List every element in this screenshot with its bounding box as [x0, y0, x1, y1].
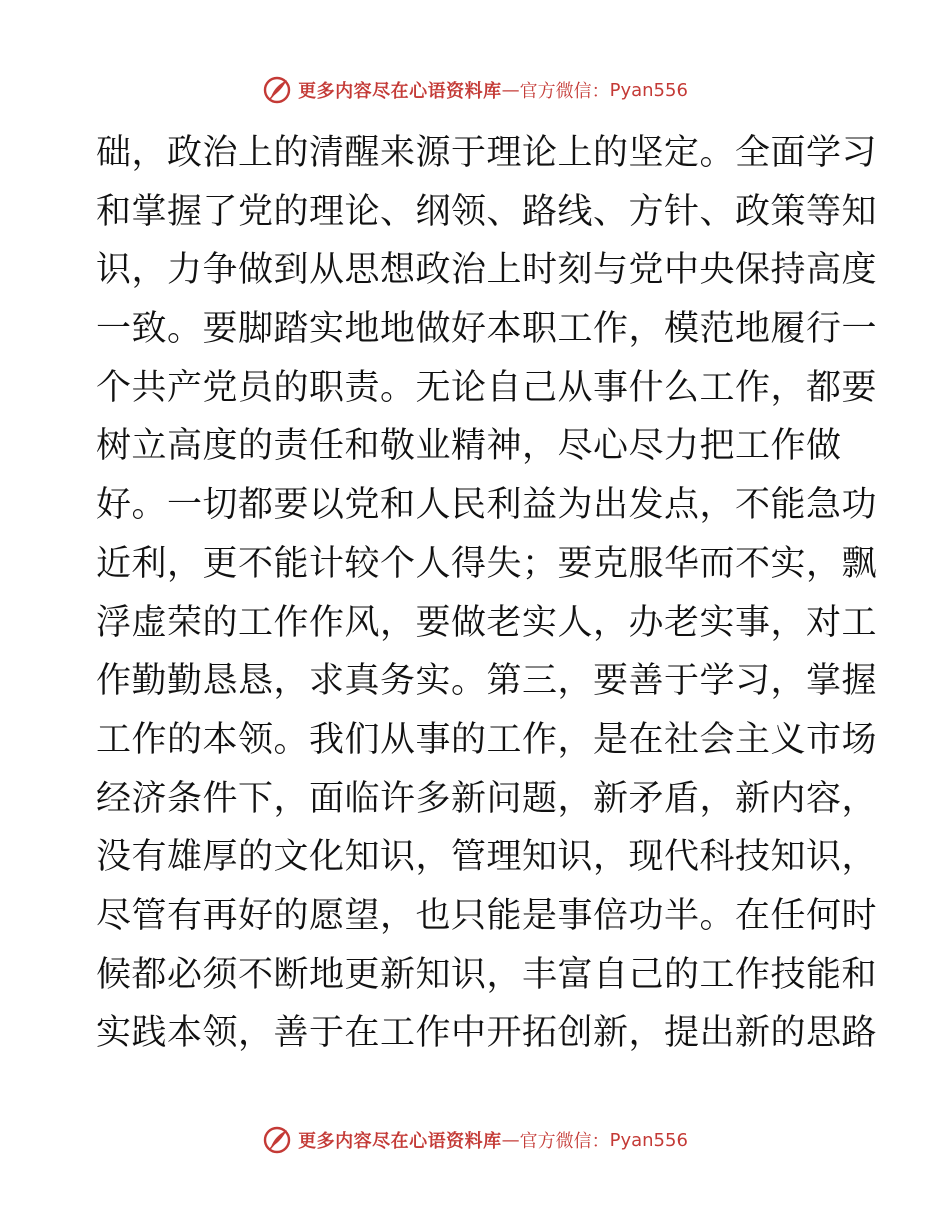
- banner-brand-text: 更多内容尽在心语资料库: [298, 1131, 502, 1152]
- body-line: 候都必须不断地更新知识，丰富自己的工作技能和: [96, 954, 878, 995]
- banner-wechat-label: 官方微信：: [519, 81, 610, 102]
- banner-separator: —: [501, 79, 520, 101]
- banner-wechat-label: 官方微信：: [519, 1131, 610, 1152]
- body-line: 实践本领，善于在工作中开拓创新，提出新的思路: [96, 1013, 878, 1054]
- body-line: 础，政治上的清醒来源于理论上的坚定。全面学习: [96, 133, 878, 173]
- body-line: 尽管有再好的愿望，也只能是事倍功半。在任何时: [96, 895, 878, 936]
- body-line: 工作的本领。我们从事的工作，是在社会主义市场: [96, 719, 878, 760]
- banner-wechat-id: Pyan556: [609, 1129, 688, 1151]
- body-line: 树立高度的责任和敬业精神，尽心尽力把工作做: [96, 426, 842, 467]
- body-line: 好。一切都要以党和人民利益为出发点，不能急功: [96, 485, 878, 526]
- body-line: 经济条件下，面临许多新问题，新矛盾，新内容，: [96, 778, 878, 819]
- body-line: 作勤勤恳恳，求真务实。第三，要善于学习，掌握: [96, 661, 878, 702]
- feather-pen-logo-icon: [262, 75, 292, 105]
- body-line: 和掌握了党的理论、纲领、路线、方针、政策等知: [96, 191, 878, 232]
- banner-separator: —: [501, 1129, 520, 1151]
- body-line: 一致。要脚踏实地地做好本职工作，模范地履行一: [96, 309, 878, 350]
- footer-banner: [0, 1120, 950, 1160]
- body-line: 没有雄厚的文化知识，管理知识，现代科技知识，: [96, 837, 878, 878]
- document-body: [96, 124, 878, 1063]
- body-line: 浮虚荣的工作作风，要做老实人，办老实事，对工: [96, 602, 878, 643]
- feather-pen-logo-icon: [262, 1125, 292, 1155]
- header-banner: [0, 70, 950, 110]
- body-line: 识，力争做到从思想政治上时刻与党中央保持高度: [96, 250, 878, 291]
- body-line: 个共产党员的职责。无论自己从事什么工作，都要: [96, 367, 878, 408]
- body-line: 近利，更不能计较个人得失；要克服华而不实，飘: [96, 543, 878, 584]
- banner-brand-text: 更多内容尽在心语资料库: [298, 81, 502, 102]
- banner-wechat-id: Pyan556: [609, 79, 688, 101]
